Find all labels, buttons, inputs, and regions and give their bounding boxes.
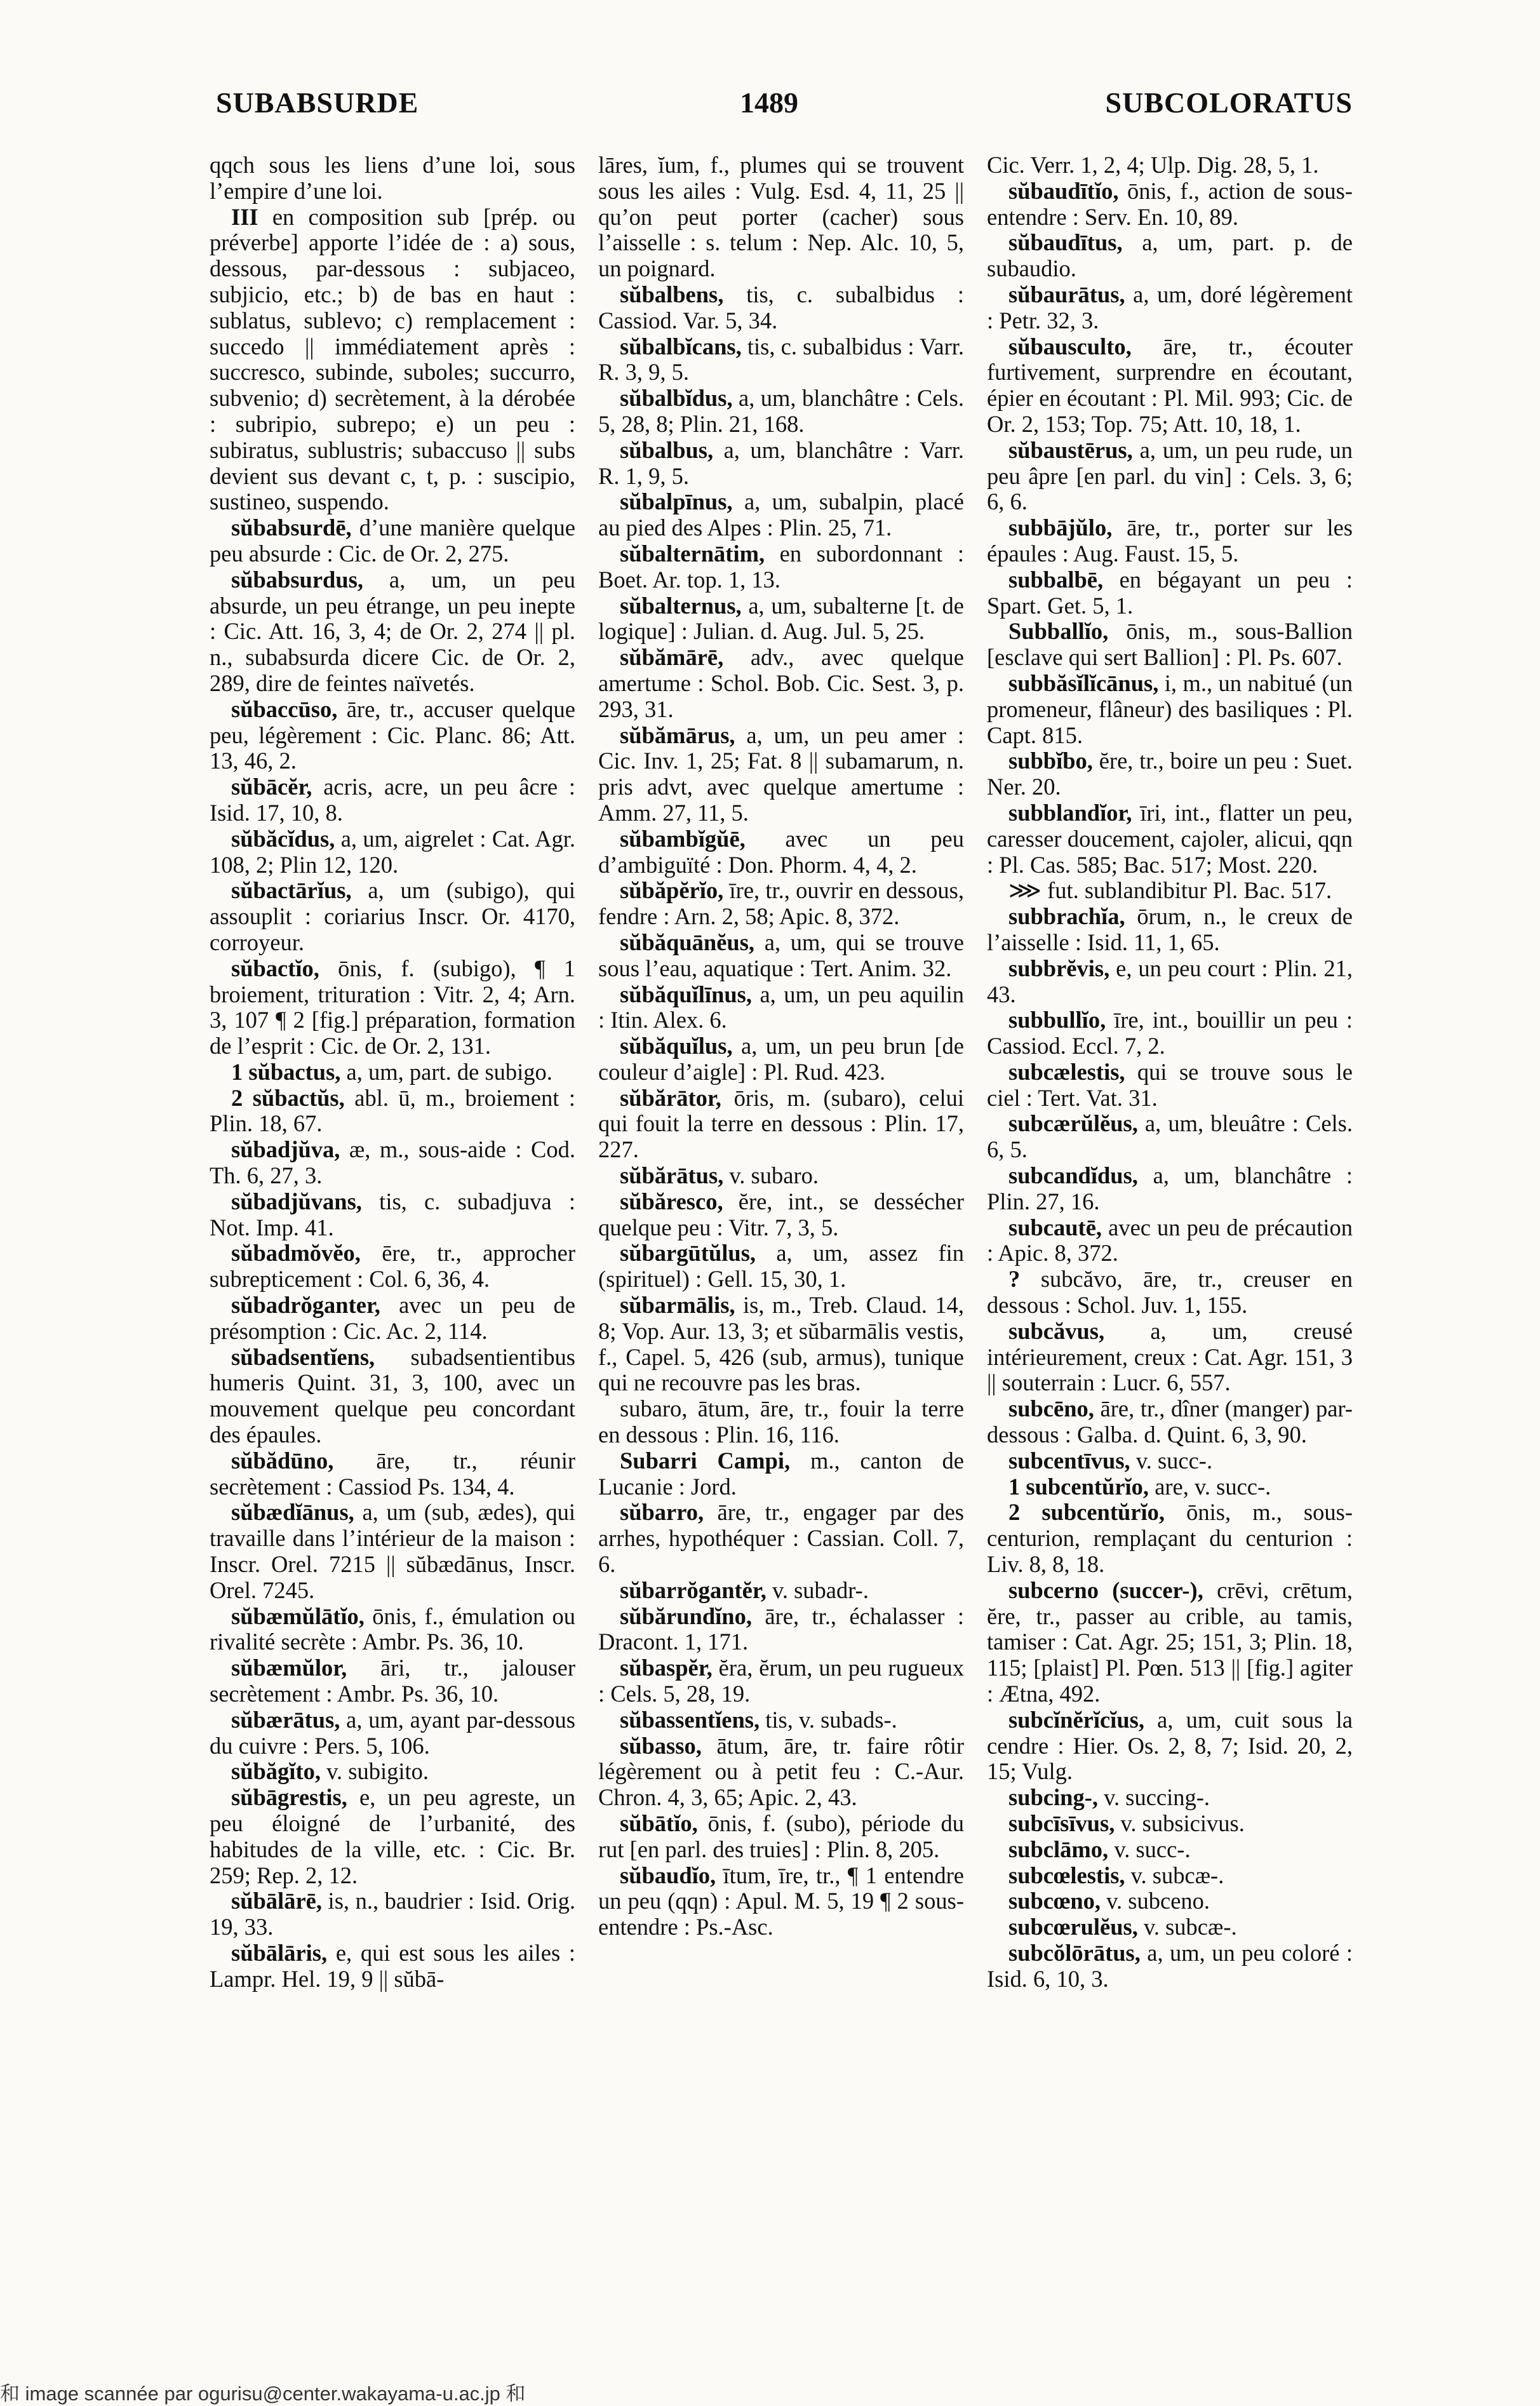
headword: subcœno,	[1008, 1888, 1101, 1914]
entry-text: e, qui est sous les ailes : Lampr. Hel. 19, 9 || sŭbā-	[210, 1939, 575, 1992]
headword: sŭbalpīnus,	[620, 488, 733, 515]
dictionary-entry	[987, 1888, 1353, 1914]
page-header	[210, 86, 1353, 124]
entry-text: a, um, un peu coloré : Isid. 6, 10, 3.	[987, 1939, 1353, 1992]
headword: sŭbadmŏvĕo,	[231, 1240, 361, 1267]
entry-text: qui se trouve sous le ciel : Tert. Vat. 31.	[987, 1058, 1353, 1111]
dictionary-entry	[210, 697, 575, 774]
dictionary-entry	[210, 1888, 575, 1940]
dictionary-entry	[210, 1448, 575, 1500]
entry-text: a, um (subigo), qui assouplit : coriarius Inscr. Or. 4170, corroyeur.	[210, 877, 575, 955]
dictionary-entry	[598, 1500, 964, 1577]
dictionary-entry	[987, 1863, 1353, 1889]
dictionary-entry	[987, 1474, 1353, 1500]
dictionary-entry	[210, 956, 575, 1059]
dictionary-entry	[598, 645, 964, 722]
dictionary-entry	[987, 1707, 1353, 1785]
dictionary-entry	[210, 1345, 575, 1448]
entry-text: tis, c. subalbidus : Cassiod. Var. 5, 34.	[598, 281, 964, 333]
entry-text: āre, tr., écouter furtivement, surprendre en écoutant, épier en écoutant : Pl. Mil. 993; Cic. de Or. 2, 153; Top. 75; Att. 10, 18, 1.	[987, 333, 1353, 437]
entry-text: āre, tr., porter sur les épaules : Aug. Faust. 15, 5.	[987, 514, 1353, 567]
dictionary-entry	[987, 956, 1353, 1008]
headword: sŭbargūtŭlus,	[620, 1240, 756, 1267]
entry-text: īre, int., bouillir un peu : Cassiod. Eccl. 7, 2.	[987, 1007, 1353, 1059]
dictionary-entry	[210, 1240, 575, 1293]
dictionary-entry	[598, 386, 964, 438]
entry-text: avec un peu d’ambiguïté : Don. Phorm. 4, 4, 2.	[598, 825, 964, 878]
headword: sŭbālāris,	[231, 1939, 328, 1966]
entry-text: ōnis, f. (subo), période du rut [en parl. des truies] : Plin. 8, 205.	[598, 1810, 964, 1862]
headword: subbrĕvis,	[1008, 955, 1110, 981]
headword: sŭbăquĭlus,	[620, 1033, 733, 1059]
entry-text: subadsentientibus humeris Quint. 31, 3, 100, avec un mouvement quelque peu concordant des épaules.	[210, 1343, 575, 1448]
entry-text: en composition sub [prép. ou préverbe] apporte l’idée de : a) sous, dessous, par-dessous : subjaceo, subjicio, etc.; b) de bas en haut : sublatus, sublevo; c) remplacement : succedo || immédiatement après : succresco, subinde, suboles; succurro, subvenio; d) secrètement, à la dérobée : subripio, subrepo; e) un peu : subiratus, sublustris; subaccuso || subs devient sus devant c, t, p. : suscipio, sustineo, suspendo.	[210, 203, 575, 515]
headword: sŭbămārus,	[620, 722, 735, 748]
headword: sŭbalbus,	[620, 436, 714, 463]
dictionary-entry	[987, 1448, 1353, 1474]
dictionary-entry	[598, 982, 964, 1034]
headword: subblandĭor,	[1008, 799, 1132, 826]
headword: sŭbaurātus,	[1008, 281, 1125, 307]
headword: subcandĭdus,	[1008, 1162, 1138, 1189]
dictionary-entry	[987, 1059, 1353, 1112]
headword: sŭbātĭo,	[620, 1810, 698, 1836]
headword: subcentīvus,	[1008, 1447, 1130, 1474]
headword: sŭbaudītĭo,	[1008, 177, 1119, 204]
entry-text: a, um, subalpin, placé au pied des Alpes : Plin. 25, 71.	[598, 488, 964, 541]
dictionary-entry	[210, 1137, 575, 1189]
headword: sŭbărundĭno,	[620, 1603, 752, 1629]
dictionary-entry	[987, 1111, 1353, 1163]
headword: subbăsĭlĭcānus,	[1008, 669, 1159, 696]
headword: sŭbærātus,	[231, 1706, 340, 1733]
entry-text: subcăvo, āre, tr., creuser en dessous : Schol. Juv. 1, 155.	[987, 1266, 1353, 1319]
headword: sŭbausculto,	[1008, 333, 1132, 360]
dictionary-entry	[210, 1655, 575, 1707]
entry-text: adv., avec quelque amertume : Schol. Bob. Cic. Sest. 3, p. 293, 31.	[598, 644, 964, 722]
headword: subcŏlōrātus,	[1008, 1939, 1141, 1966]
headword: Subballĭo,	[1008, 618, 1109, 645]
dictionary-entry	[598, 1733, 964, 1811]
entry-text: v. subigito.	[320, 1758, 429, 1785]
dictionary-entry	[598, 1863, 964, 1940]
headword: subcœlestis,	[1008, 1862, 1125, 1888]
headword: sŭbămārē,	[620, 644, 724, 671]
headword: subcœrulĕus,	[1008, 1914, 1138, 1940]
dictionary-entry	[598, 1578, 964, 1604]
headword: sŭbarmālis,	[620, 1292, 735, 1319]
entry-text: d’une manière quelque peu absurde : Cic. de Or. 2, 275.	[210, 514, 575, 567]
dictionary-entry	[987, 671, 1353, 748]
entry-text: a, um, aigrelet : Cat. Agr. 108, 2; Plin 12, 120.	[210, 825, 575, 878]
headword: subbājŭlo,	[1008, 514, 1113, 541]
entry-text: īri, int., flatter un peu, caresser doucement, cajoler, alicui, qqn : Pl. Cas. 585; Bac. 517; Most. 220.	[987, 799, 1353, 878]
entry-text: acris, acre, un peu âcre : Isid. 17, 10, 8.	[210, 774, 575, 826]
entry-text: are, v. succ-.	[1149, 1473, 1271, 1500]
entry-text: a, um, part. p. de subaudio.	[987, 229, 1353, 282]
headword: subcing-,	[1008, 1784, 1098, 1811]
dictionary-entry	[598, 1163, 964, 1189]
headword: 1 subcentŭrĭo,	[1008, 1473, 1149, 1500]
entry-text: lāres, ĭum, f., plumes qui se trouvent sous les ailes : Vulg. Esd. 4, 11, 25 || qu’on peut porter (cacher) sous l’aisselle : s. telum : Nep. Alc. 10, 5, un poignard.	[598, 152, 964, 282]
entry-text: āre, tr., accuser quelque peu, légèrement : Cic. Planc. 86; Att. 13, 46, 2.	[210, 696, 575, 774]
headword: sŭbăresco,	[620, 1188, 723, 1214]
headword: Subarri Campi,	[620, 1447, 791, 1474]
dictionary-entry	[987, 619, 1353, 671]
dictionary-entry	[210, 1189, 575, 1241]
entry-text: āre, tr., engager par des arrhes, hypothéquer : Cassian. Coll. 7, 6.	[598, 1499, 964, 1578]
entry-text: v. succ-.	[1130, 1447, 1213, 1474]
headword: sŭbalternātim,	[620, 540, 765, 567]
entry-text: en bégayant un peu : Spart. Get. 5, 1.	[987, 566, 1353, 619]
dictionary-entry	[598, 1655, 964, 1707]
text-columns	[210, 152, 1353, 2350]
dictionary-entry	[210, 1293, 575, 1345]
headword: subbalbē,	[1008, 566, 1104, 593]
entry-text: a, um, doré légèrement : Petr. 32, 3.	[987, 281, 1353, 333]
dictionary-entry	[210, 152, 575, 205]
entry-text: avec un peu de présomption : Cic. Ac. 2, 114.	[210, 1292, 575, 1344]
dictionary-entry	[987, 1914, 1353, 1940]
entry-text: e, un peu court : Plin. 21, 43.	[987, 955, 1353, 1007]
dictionary-entry	[598, 489, 964, 541]
dictionary-entry	[598, 438, 964, 490]
dictionary-entry	[598, 1085, 964, 1163]
dictionary-entry	[987, 1785, 1353, 1811]
headword: sŭbaustērus,	[1008, 436, 1133, 463]
dictionary-entry	[210, 515, 575, 567]
dictionary-entry	[987, 282, 1353, 334]
headword: sŭbadjŭva,	[231, 1136, 340, 1163]
headword: ?	[1008, 1266, 1021, 1293]
dictionary-entry	[598, 1293, 964, 1396]
entry-text: ōnis, f., émulation ou rivalité secrète : Ambr. Ps. 36, 10.	[210, 1603, 575, 1655]
headword: III	[231, 203, 258, 230]
entry-text: āre, tr., échalasser : Dracont. 1, 171.	[598, 1603, 964, 1655]
headword: subcærŭlĕus,	[1008, 1110, 1138, 1137]
entry-text: is, n., baudrier : Isid. Orig. 19, 33.	[210, 1888, 575, 1940]
entry-text: v. subsicivus.	[1115, 1810, 1245, 1836]
dictionary-entry	[987, 1163, 1353, 1215]
entry-text: a, um, ayant par-dessous du cuivre : Pers. 5, 106.	[210, 1706, 575, 1759]
headword: sŭbarrŏgantĕr,	[620, 1576, 767, 1603]
headword: 2 subcentŭrĭo,	[1008, 1499, 1165, 1526]
entry-text: a, um, bleuâtre : Cels. 6, 5.	[987, 1110, 1353, 1163]
headword: sŭbācĕr,	[231, 774, 312, 800]
dictionary-entry	[598, 826, 964, 878]
headword: sŭbadrŏganter,	[231, 1292, 380, 1319]
entry-text: ĕre, int., se dessécher quelque peu : Vitr. 7, 3, 5.	[598, 1188, 964, 1240]
dictionary-entry	[598, 1240, 964, 1293]
entry-text: a, um, creusé intérieurement, creux : Cat. Agr. 151, 3 || souterrain : Lucr. 6, 557.	[987, 1317, 1353, 1396]
headword: subcăvus,	[1008, 1317, 1105, 1344]
entry-text: a, um, part. de subigo.	[340, 1058, 552, 1085]
dictionary-entry	[987, 230, 1353, 282]
entry-text: ōnis, m., sous-centurion, remplaçant du centurion : Liv. 8, 8, 18.	[987, 1499, 1353, 1578]
headword: subcautē,	[1008, 1214, 1102, 1240]
dictionary-entry	[598, 1707, 964, 1733]
entry-text: is, m., Treb. Claud. 14, 8; Vop. Aur. 13, 3; et sŭbarmālis vestis, f., Capel. 5, 426 (sub, armus), tunique qui ne recouvre pas les bras.	[598, 1292, 964, 1396]
headword: 1 sŭbactus,	[231, 1058, 341, 1085]
dictionary-entry	[598, 152, 964, 282]
dictionary-entry	[598, 593, 964, 645]
entry-text: ōrum, n., le creux de l’aisselle : Isid. 11, 1, 65.	[987, 903, 1353, 955]
headword: subcīsīvus,	[1008, 1810, 1115, 1836]
entry-text: æ, m., sous-aide : Cod. Th. 6, 27, 3.	[210, 1136, 575, 1189]
headword: sŭbadsentĭens,	[231, 1343, 375, 1370]
entry-text: ātum, āre, tr. faire rôtir légèrement ou à petit feu : C.-Aur. Chron. 4, 3, 65; Apic. 2, 43.	[598, 1732, 964, 1811]
headword: sŭbăcĭdus,	[231, 825, 335, 852]
entry-text: tis, c. subalbidus : Varr. R. 3, 9, 5.	[598, 333, 964, 386]
headword: subbrachĭa,	[1008, 903, 1125, 930]
headword: subcĭnĕrĭcĭus,	[1008, 1706, 1144, 1733]
headword: sŭbădūno,	[231, 1447, 334, 1474]
dictionary-entry	[987, 1215, 1353, 1267]
entry-text: a, um (sub, ædes), qui travaille dans l’intérieur de la maison : Inscr. Orel. 7215 || sŭbædānus, Inscr. Orel. 7245.	[210, 1499, 575, 1603]
dictionary-entry	[987, 904, 1353, 956]
dictionary-entry	[987, 178, 1353, 231]
dictionary-entry	[987, 1811, 1353, 1837]
headword: sŭbassentĭens,	[620, 1706, 760, 1733]
headword: sŭbăpĕrĭo,	[620, 877, 724, 904]
entry-text: en subordonnant : Boet. Ar. top. 1, 13.	[598, 540, 964, 593]
dictionary-entry	[598, 541, 964, 593]
dictionary-entry	[210, 1707, 575, 1759]
entry-text: v. subcæ-.	[1137, 1914, 1237, 1940]
entry-text: a, um, un peu rude, un peu âpre [en parl. du vin] : Cels. 3, 6; 6, 6.	[987, 436, 1353, 515]
headword: sŭbālārē,	[231, 1888, 322, 1914]
entry-text: ⋙ fut. sublandibitur Pl. Bac. 517.	[1008, 877, 1332, 904]
headword: sŭbalbens,	[620, 281, 724, 307]
entry-text: a, um, assez fin (spirituel) : Gell. 15, 30, 1.	[598, 1240, 964, 1293]
entry-text: abl. ū, m., broiement : Plin. 18, 67.	[210, 1084, 575, 1137]
entry-text: subaro, ātum, āre, tr., fouir la terre en dessous : Plin. 16, 116.	[598, 1395, 964, 1448]
dictionary-entry	[987, 748, 1353, 800]
headword: subcælestis,	[1008, 1058, 1125, 1085]
entry-text: ĕre, tr., boire un peu : Suet. Ner. 20.	[987, 748, 1353, 800]
dictionary-entry	[987, 800, 1353, 878]
dictionary-entry	[210, 1940, 575, 1993]
headword: sŭbaudītus,	[1008, 229, 1123, 256]
dictionary-entry	[987, 567, 1353, 619]
headword: sŭbaspĕr,	[620, 1655, 713, 1681]
dictionary-entry	[598, 282, 964, 334]
entry-text: v. succing-.	[1097, 1784, 1210, 1811]
entry-text: ēre, tr., approcher subrepticement : Col. 6, 36, 4.	[210, 1240, 575, 1293]
dictionary-entry	[598, 723, 964, 826]
dictionary-entry	[210, 1785, 575, 1888]
entry-text: a, um, blanchâtre : Cels. 5, 28, 8; Plin. 21, 168.	[598, 385, 964, 437]
headword: sŭbaccūso,	[231, 696, 338, 722]
headword: sŭbactĭo,	[231, 955, 319, 981]
entry-text: e, un peu agreste, un peu éloigné de l’urbanité, des habitudes de la ville, etc. : Cic. Br. 259; Rep. 2, 12.	[210, 1784, 575, 1888]
dictionary-entry	[210, 1759, 575, 1785]
page-number: 1489	[740, 86, 798, 119]
entry-text: a, um, cuit sous la cendre : Hier. Os. 2, 8, 7; Isid. 20, 2, 15; Vulg.	[987, 1706, 1353, 1785]
entry-text: v. subadr-.	[766, 1576, 869, 1603]
entry-text: ōnis, f. (subigo), ¶ 1 broiement, trituration : Vitr. 2, 4; Arn. 3, 107 ¶ 2 [fig.] préparation, formation de l’esprit : Cic. de Or. 2, 131.	[210, 955, 575, 1059]
dictionary-entry	[210, 1059, 575, 1085]
headword: sŭbărātus,	[620, 1162, 724, 1189]
headword: subbĭbo,	[1008, 748, 1093, 774]
dictionary-entry	[598, 878, 964, 930]
entry-text: ĕra, ĕrum, un peu rugueux : Cels. 5, 28, 19.	[598, 1655, 964, 1707]
dictionary-entry	[210, 1604, 575, 1656]
entry-text: ōnis, m., sous-Ballion [esclave qui sert Ballion] : Pl. Ps. 607.	[987, 618, 1353, 671]
entry-text: āri, tr., jalouser secrètement : Ambr. Ps. 36, 10.	[210, 1655, 575, 1707]
entry-text: v. succ-.	[1108, 1836, 1191, 1862]
dictionary-entry	[210, 1085, 575, 1138]
column-2	[598, 152, 964, 2350]
dictionary-entry	[598, 334, 964, 386]
entry-text: a, um, un peu amer : Cic. Inv. 1, 25; Fat. 8 || subamarum, n. pris advt, avec quelque amertume : Amm. 27, 11, 5.	[598, 722, 964, 826]
scan-credit: 和 image scannée par ogurisu@center.wakayama-u.ac.jp 和	[0, 2382, 526, 2405]
dictionary-entry	[210, 205, 575, 516]
entry-text: v. subceno.	[1101, 1888, 1210, 1914]
entry-text: tis, v. subads-.	[760, 1706, 897, 1733]
entry-text: ōnis, f., action de sous-entendre : Serv. En. 10, 89.	[987, 177, 1353, 230]
headword: sŭbabsurdus,	[231, 566, 363, 593]
dictionary-entry	[210, 878, 575, 955]
headword: sŭbasso,	[620, 1732, 702, 1759]
headword: sŭbăquĭlīnus,	[620, 981, 753, 1007]
headword: sŭbāgrestis,	[231, 1784, 347, 1811]
dictionary-entry	[987, 1396, 1353, 1448]
headword: sŭbalternus,	[620, 592, 742, 619]
headword: sŭbambĭgŭē,	[620, 825, 746, 852]
entry-text: avec un peu de précaution : Apic. 8, 372.	[987, 1214, 1353, 1267]
column-1	[210, 152, 575, 2350]
dictionary-entry	[987, 1578, 1353, 1707]
dictionary-entry	[987, 334, 1353, 438]
headword: subclāmo,	[1008, 1836, 1109, 1862]
entry-text: āre, tr., réunir secrètement : Cassiod Ps. 134, 4.	[210, 1447, 575, 1500]
headword: sŭbadjŭvans,	[231, 1188, 362, 1214]
dictionary-entry	[598, 1189, 964, 1241]
entry-text: a, um, subalterne [t. de logique] : Julian. d. Aug. Jul. 5, 25.	[598, 592, 964, 645]
headword: subcerno (succer-),	[1008, 1576, 1203, 1603]
entry-text: ōris, m. (subaro), celui qui fouit la terre en dessous : Plin. 17, 227.	[598, 1084, 964, 1163]
dictionary-entry	[598, 1396, 964, 1448]
entry-text: āre, tr., dîner (manger) par-dessous : Galba. d. Quint. 6, 3, 90.	[987, 1395, 1353, 1448]
entry-text: īre, tr., ouvrir en dessous, fendre : Arn. 2, 58; Apic. 8, 372.	[598, 877, 964, 930]
dictionary-entry	[598, 1448, 964, 1500]
dictionary-entry	[598, 930, 964, 982]
dictionary-entry	[210, 774, 575, 826]
headword: sŭbarro,	[620, 1499, 704, 1526]
dictionary-entry	[210, 567, 575, 697]
dictionary-entry	[598, 1811, 964, 1863]
header-left-guideword: SUBABSURDE	[216, 86, 419, 119]
dictionary-entry	[987, 1500, 1353, 1577]
headword: subcēno,	[1008, 1395, 1094, 1422]
headword: sŭbæmŭlor,	[231, 1655, 347, 1681]
dictionary-entry	[598, 1604, 964, 1656]
dictionary-entry	[987, 152, 1353, 178]
entry-text: a, um, qui se trouve sous l’eau, aquatique : Tert. Anim. 32.	[598, 929, 964, 981]
entry-text: ītum, īre, tr., ¶ 1 entendre un peu (qqn) : Apul. M. 5, 19 ¶ 2 sous-entendre : Ps.-Asc.	[598, 1862, 964, 1940]
headword: sŭbalbĭdus,	[620, 385, 733, 412]
dictionary-entry	[987, 1007, 1353, 1059]
column-3	[987, 152, 1353, 2350]
header-right-guideword: SUBCOLORATUS	[1105, 86, 1353, 119]
headword: sŭbărātor,	[620, 1084, 721, 1111]
entry-text: crēvi, crētum, ĕre, tr., passer au crible, au tamis, tamiser : Cat. Agr. 25; 151, 3; Plin. 18, 115; [plaist] Pl. Pœn. 513 || [fig.] agiter : Ætna, 492.	[987, 1576, 1353, 1707]
dictionary-entry	[987, 1319, 1353, 1396]
entry-text: a, um, un peu brun [de couleur d’aigle] : Pl. Rud. 423.	[598, 1033, 964, 1085]
entry-text: m., canton de Lucanie : Jord.	[598, 1447, 964, 1500]
entry-text: Cic. Verr. 1, 2, 4; Ulp. Dig. 28, 5, 1.	[987, 152, 1319, 178]
headword: sŭbalbĭcans,	[620, 333, 742, 360]
dictionary-entry	[987, 438, 1353, 515]
headword: sŭbactārĭus,	[231, 877, 352, 904]
entry-text: v. subaro.	[723, 1162, 819, 1189]
headword: sŭbæmŭlātĭo,	[231, 1603, 365, 1629]
dictionary-entry	[598, 1033, 964, 1085]
headword: sŭbabsurdē,	[231, 514, 352, 541]
entry-text: a, um, un peu aquilin : Itin. Alex. 6.	[598, 981, 964, 1033]
entry-text: a, um, un peu absurde, un peu étrange, un peu inepte : Cic. Att. 16, 3, 4; de Or. 2, 274 || pl. n., subabsurda dicere Cic. de Or. 2, 289, dire de feintes naïvetés.	[210, 566, 575, 696]
dictionary-entry	[210, 826, 575, 878]
entry-text: qqch sous les liens d’une loi, sous l’empire d’une loi.	[210, 152, 575, 204]
headword: 2 sŭbactŭs,	[231, 1084, 345, 1111]
dictionary-entry	[210, 1500, 575, 1603]
entry-text: a, um, blanchâtre : Varr. R. 1, 9, 5.	[598, 436, 964, 489]
headword: sŭbaudĭo,	[620, 1862, 716, 1888]
dictionary-entry	[987, 1837, 1353, 1863]
headword: sŭbædĭānus,	[231, 1499, 354, 1526]
dictionary-entry	[987, 515, 1353, 567]
entry-text: tis, c. subadjuva : Not. Imp. 41.	[210, 1188, 575, 1240]
headword: sŭbăgĭto,	[231, 1758, 321, 1785]
entry-text: i, m., un nabitué (un promeneur, flâneur) des basiliques : Pl. Capt. 815.	[987, 669, 1353, 748]
headword: subbullĭo,	[1008, 1007, 1106, 1033]
dictionary-entry	[987, 878, 1353, 904]
headword: sŭbăquānĕus,	[620, 929, 755, 955]
entry-text: a, um, blanchâtre : Plin. 27, 16.	[987, 1162, 1353, 1214]
entry-text: v. subcæ-.	[1125, 1862, 1224, 1888]
dictionary-entry	[987, 1940, 1353, 1993]
dictionary-entry	[987, 1267, 1353, 1319]
